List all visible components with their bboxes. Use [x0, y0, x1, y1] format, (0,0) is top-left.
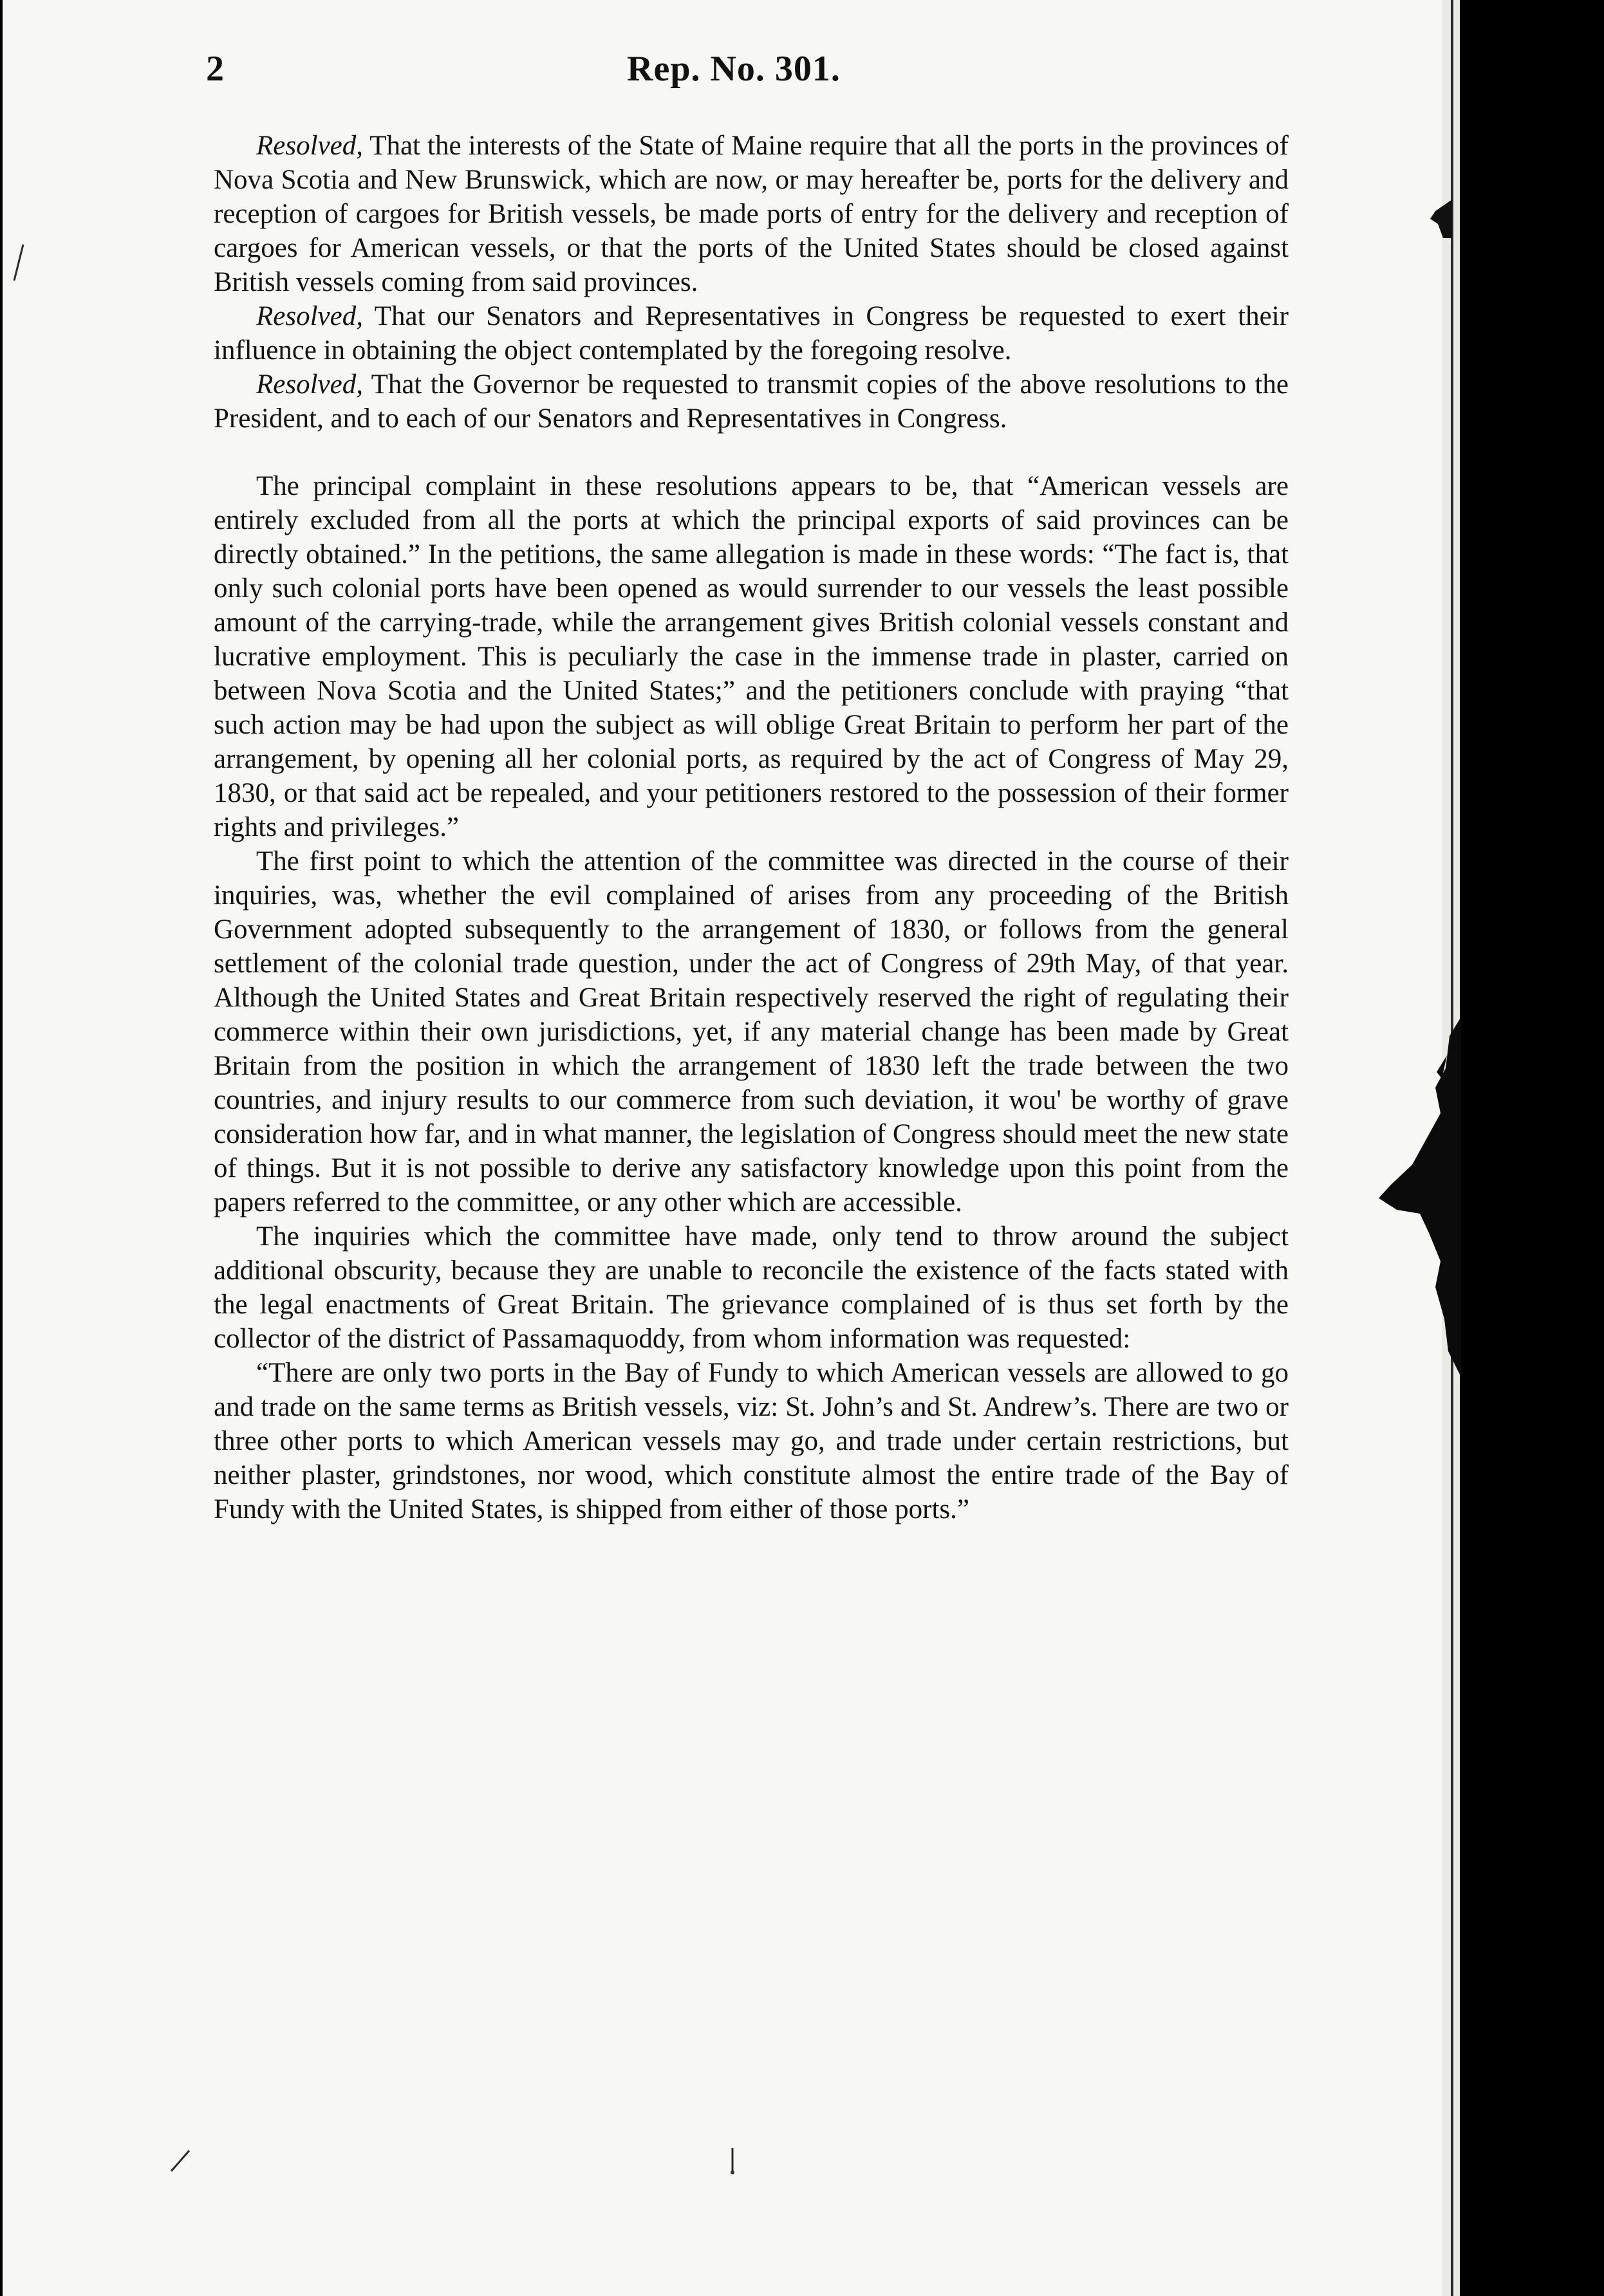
inquiries-paragraph: [214, 1219, 1289, 1356]
report-title: Rep. No. 301.: [627, 49, 841, 89]
paragraph-text: The first point to which the attention of the committee was directed in the course of their inquiries, was, whether the evil complained of arises from any proceeding of the British Government adopted subsequently to the arrangement of 1830, or follows from the general settlement of the colonial trade question, under the act of Congress of 29th May, of that year. Although the United States and Great Britain respectively reserved the right of regulating their commerce within their own jurisdictions, yet, if any material change has been made by Great Britain from the position in which the arrangement of 1830 left the trade between the two countries, and injury results to our commerce from such deviation, it wou' be worthy of grave consideration how far, and in what manner, the legislation of Congress should meet the new state of things. But it is not possible to derive any satisfactory knowledge upon this point from the papers referred to the committee, or any other which are accessible.: [214, 846, 1289, 1217]
paragraph-text: That the Governor be requested to transmit copies of the above resolutions to the President, and to each of our Senators and Representatives in Congress.: [214, 369, 1289, 434]
quotation-paragraph: [214, 1356, 1289, 1526]
resolved-keyword: Resolved,: [256, 301, 363, 331]
resolved-keyword: Resolved,: [256, 369, 363, 400]
resolution-paragraph-3: [214, 367, 1289, 436]
resolution-paragraph-2: [214, 299, 1289, 367]
section-gap: [214, 436, 1289, 469]
paragraph-text: The principal complaint in these resolutions appears to be, that “American vessels are entirely excluded from all the ports at which the principal exports of said provinces can be directly obtained.” In the petitions, the same allegation is made in these words: “The fact is, that only such colonial ports have been opened as would surrender to our vessels the least possible amount of the carrying-trade, while the arrangement gives British colonial vessels constant and lucrative employment. This is peculiarly the case in the immense trade in plaster, carried on between Nova Scotia and the United States;” and the petitioners conclude with praying “that such action may be had upon the subject as will oblige Great Britain to perform her part of the arrangement, by opening all her colonial ports, as required by the act of Congress of May 29, 1830, or that said act be repealed, and your petitioners restored to the possession of their former rights and privileges.”: [214, 471, 1289, 842]
paragraph-text: “There are only two ports in the Bay of Fundy to which American vessels are allowed to go and trade on the same terms as British vessels, viz: St. John’s and St. Andrew’s. There are two or three other ports to which American vessels may go, and trade under certain restrictions, but neither plaster, grindstones, nor wood, which constitute almost the entire trade of the Bay of Fundy with the United States, is shipped from either of those ports.”: [214, 1358, 1289, 1524]
running-header: [206, 48, 1262, 106]
paragraph-text: That the interests of the State of Maine require that all the ports in the provinces of Nova Scotia and New Brunswick, which are now, or may hereafter be, ports for the delivery and reception of cargoes for British vessels, be made ports of entry for the delivery and reception of cargoes for American vessels, or that the ports of the United States should be closed against British vessels coming from said provinces.: [214, 131, 1289, 297]
document-page: [3, 0, 1451, 2296]
page-number: 2: [206, 49, 224, 89]
resolved-keyword: Resolved,: [256, 131, 363, 161]
tear-mark: [1426, 199, 1452, 238]
margin-mark: [9, 243, 28, 282]
margin-mark: [167, 2148, 193, 2174]
complaint-paragraph: [214, 469, 1289, 844]
margin-mark: [726, 2147, 739, 2175]
resolution-paragraph-1: [214, 129, 1289, 299]
paragraph-text: The inquiries which the committee have made, only tend to throw around the subject additional obscurity, because they are unable to reconcile the existence of the facts stated with the legal enactments of Great Britain. The grievance complained of is thus set forth by the collector of the district of Passamaquoddy, from whom information was requested:: [214, 1221, 1289, 1354]
scan-border: [1451, 0, 1604, 2296]
body-text: [214, 129, 1289, 1526]
paragraph-text: That our Senators and Representatives in Congress be requested to exert their influence in obtaining the object contemplated by the foregoing resolve.: [214, 301, 1289, 366]
committee-inquiry-paragraph: [214, 844, 1289, 1219]
burn-damage: [1365, 1017, 1461, 1377]
